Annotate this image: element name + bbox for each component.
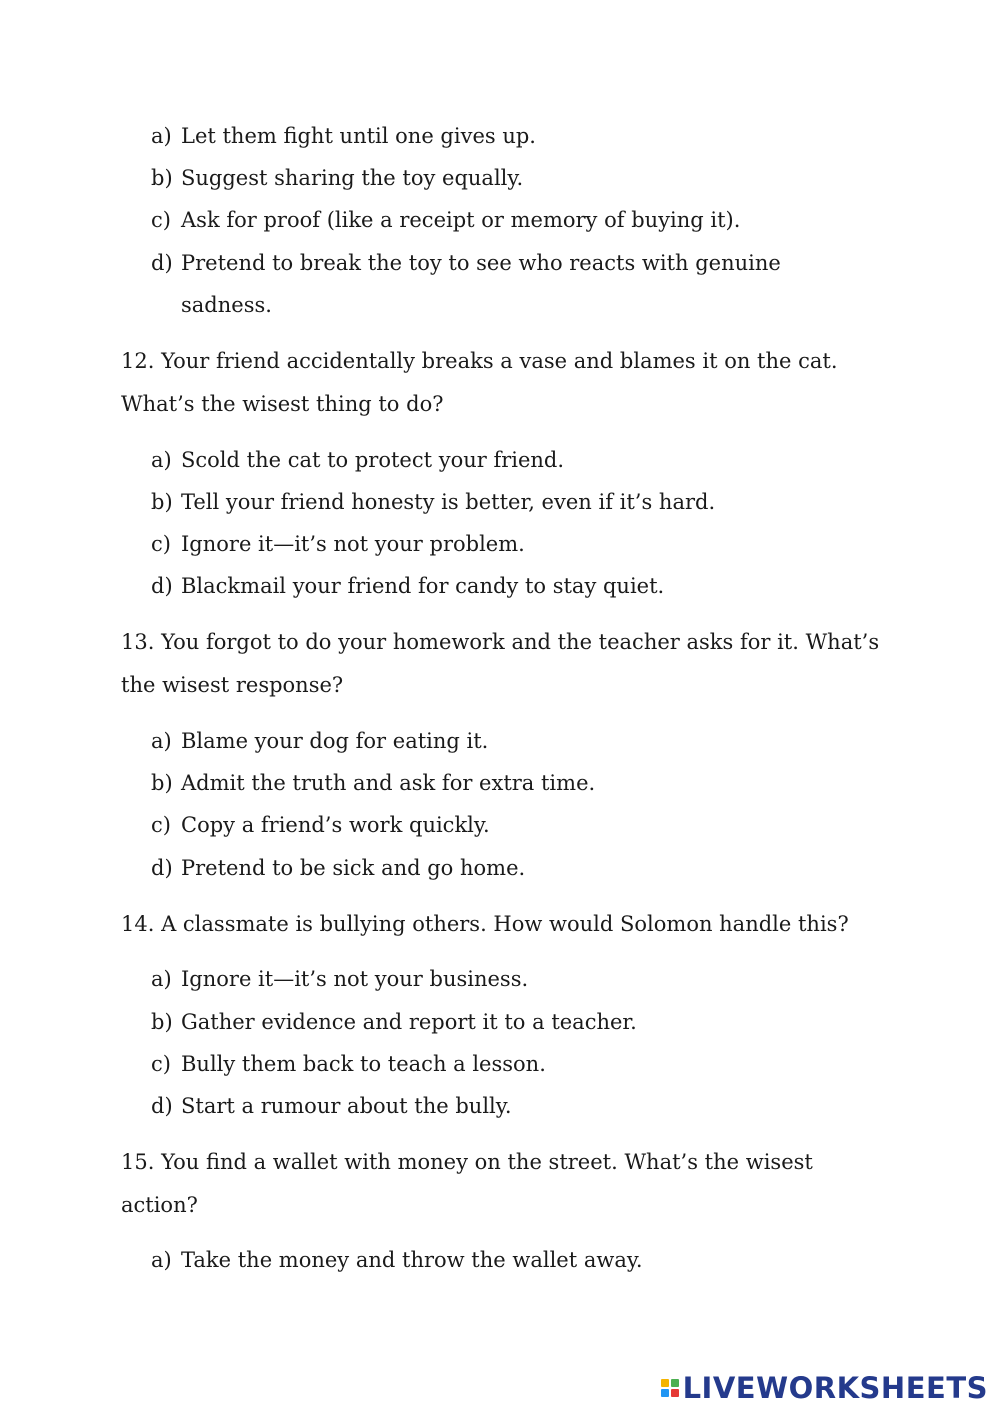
question-15: 15. You find a wallet with money on the street. What’s the wisest action? — [121, 1150, 813, 1217]
option-letter: b) — [151, 166, 173, 190]
option-text: Scold the cat to protect your friend. — [181, 448, 565, 472]
option-letter: a) — [151, 967, 172, 991]
option-letter: d) — [151, 574, 173, 598]
option-item[interactable] — [151, 804, 891, 846]
option-text: Ask for proof (like a receipt or memory of buying it). — [181, 208, 741, 232]
option-text: Pretend to break the toy to see who reacts with genuine sadness. — [181, 251, 781, 317]
option-text: Gather evidence and report it to a teacher. — [181, 1010, 637, 1034]
option-letter: d) — [151, 251, 173, 275]
option-letter: c) — [151, 813, 171, 837]
question-13: 13. You forgot to do your homework and the teacher asks for it. What’s the wisest response? — [121, 630, 880, 697]
option-letter: b) — [151, 1010, 173, 1034]
option-text: Start a rumour about the bully. — [181, 1094, 512, 1118]
option-letter: b) — [151, 490, 173, 514]
option-letter: a) — [151, 1248, 172, 1272]
option-item[interactable] — [151, 1239, 891, 1281]
option-item[interactable] — [151, 958, 891, 1000]
option-text: Bully them back to teach a lesson. — [181, 1052, 546, 1076]
option-item[interactable] — [151, 720, 891, 762]
question-12: 12. Your friend accidentally breaks a vase and blames it on the cat. What’s the wisest thing to do? — [121, 349, 838, 416]
option-letter: a) — [151, 124, 172, 148]
logo-grid-icon — [661, 1379, 679, 1397]
logo-square — [661, 1379, 669, 1387]
question-14: 14. A classmate is bullying others. How would Solomon handle this? — [121, 912, 849, 936]
option-text: Blackmail your friend for candy to stay quiet. — [181, 574, 665, 598]
option-item[interactable] — [151, 199, 891, 241]
option-letter: a) — [151, 729, 172, 753]
logo-text: LIVEWORKSHEETS — [682, 1371, 988, 1405]
option-letter: c) — [151, 208, 171, 232]
option-text: Ignore it—it’s not your problem. — [181, 532, 525, 556]
option-letter: a) — [151, 448, 172, 472]
option-letter: c) — [151, 1052, 171, 1076]
option-letter: b) — [151, 771, 173, 795]
logo-square — [661, 1389, 669, 1397]
option-text: Tell your friend honesty is better, even if it’s hard. — [181, 490, 716, 514]
option-item[interactable] — [151, 242, 891, 326]
option-item[interactable] — [151, 565, 891, 607]
option-item[interactable] — [151, 1085, 891, 1127]
option-letter: d) — [151, 856, 173, 880]
option-item[interactable] — [151, 847, 891, 889]
option-text: Blame your dog for eating it. — [181, 729, 489, 753]
option-item[interactable] — [151, 762, 891, 804]
option-item[interactable] — [151, 115, 891, 157]
option-item[interactable] — [151, 439, 891, 481]
option-text: Ignore it—it’s not your business. — [181, 967, 529, 991]
option-text: Admit the truth and ask for extra time. — [181, 771, 596, 795]
option-item[interactable] — [151, 1043, 891, 1085]
logo-square — [671, 1379, 679, 1387]
option-item[interactable] — [151, 523, 891, 565]
logo-square — [671, 1389, 679, 1397]
option-letter: c) — [151, 532, 171, 556]
option-letter: d) — [151, 1094, 173, 1118]
option-text: Suggest sharing the toy equally. — [181, 166, 524, 190]
option-text: Take the money and throw the wallet away. — [181, 1248, 643, 1272]
option-text: Pretend to be sick and go home. — [181, 856, 526, 880]
option-text: Copy a friend’s work quickly. — [181, 813, 490, 837]
option-text: Let them fight until one gives up. — [181, 124, 536, 148]
option-item[interactable] — [151, 1001, 891, 1043]
option-item[interactable] — [151, 481, 891, 523]
liveworksheets-logo[interactable] — [661, 1370, 988, 1406]
option-item[interactable] — [151, 157, 891, 199]
